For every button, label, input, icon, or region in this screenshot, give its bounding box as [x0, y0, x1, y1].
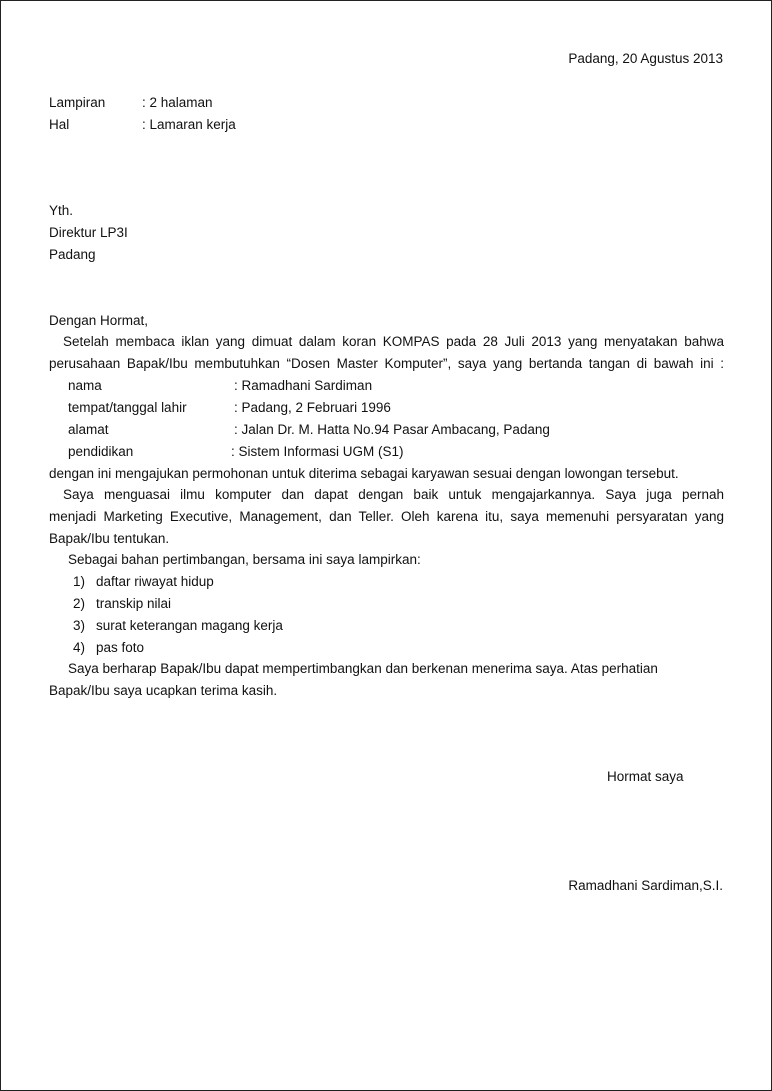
skills-line-2: menjadi Marketing Executive, Management, dan Teller. Oleh karena itu, saya memenuhi persyaratan yang [49, 509, 724, 524]
signature-name: Ramadhani Sardiman,S.I. [568, 878, 723, 893]
attachment-number: 1) [73, 574, 86, 589]
closing-line-2: Bapak/Ibu saya ucapkan terima kasih. [49, 683, 278, 698]
attachment-item: pas foto [96, 640, 145, 655]
subject-value: : Lamaran kerja [142, 117, 236, 132]
skills-line-3: Bapak/Ibu tentukan. [49, 531, 170, 546]
opening-greeting: Dengan Hormat, [49, 313, 149, 328]
applicant-birth-label: tempat/tanggal lahir [68, 400, 187, 415]
applicant-name-label: nama [68, 378, 102, 393]
attachment-label: Lampiran [49, 95, 106, 110]
subject-label: Hal [49, 117, 70, 132]
applicant-name-value: : Ramadhani Sardiman [234, 378, 373, 393]
applicant-education-value: : Sistem Informasi UGM (S1) [231, 444, 404, 459]
attachment-number: 3) [73, 618, 86, 633]
letter-date: Padang, 20 Agustus 2013 [568, 51, 723, 66]
recipient-salutation: Yth. [49, 203, 74, 218]
attachment-item: surat keterangan magang kerja [96, 618, 283, 633]
closing-line-1: Saya berharap Bapak/Ibu dapat mempertimbangkan dan berkenan menerima saya. Atas perhatian [68, 661, 658, 676]
applicant-address-value: : Jalan Dr. M. Hatta No.94 Pasar Ambacang, Padang [234, 422, 550, 437]
attachment-value: : 2 halaman [142, 95, 213, 110]
applicant-address-label: alamat [68, 422, 109, 437]
attachment-item: daftar riwayat hidup [96, 574, 214, 589]
intro-line-2: perusahaan Bapak/Ibu membutuhkan “Dosen Master Komputer”, saya yang bertanda tangan di bawah ini : [49, 356, 724, 371]
regards: Hormat saya [607, 769, 684, 784]
attachment-number: 2) [73, 596, 86, 611]
skills-line-1: Saya menguasai ilmu komputer dan dapat dengan baik untuk mengajarkannya. Saya juga pernah [63, 487, 724, 502]
application-line: dengan ini mengajukan permohonan untuk diterima sebagai karyawan sesuai dengan lowongan tersebut. [49, 466, 679, 481]
attachment-number: 4) [73, 640, 86, 655]
recipient-city: Padang [49, 247, 96, 262]
applicant-birth-value: : Padang, 2 Februari 1996 [234, 400, 391, 415]
attachment-item: transkip nilai [96, 596, 172, 611]
recipient-name: Direktur LP3I [49, 225, 128, 240]
applicant-education-label: pendidikan [68, 444, 134, 459]
attachments-intro: Sebagai bahan pertimbangan, bersama ini saya lampirkan: [68, 552, 421, 567]
intro-line-1: Setelah membaca iklan yang dimuat dalam koran KOMPAS pada 28 Juli 2013 yang menyatakan bahwa [63, 334, 724, 349]
